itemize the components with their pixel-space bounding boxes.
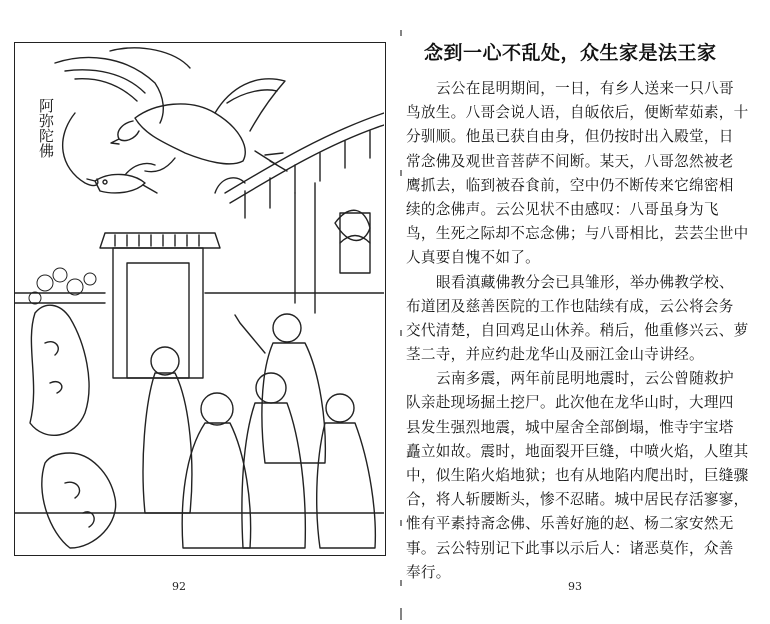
caption-text: 阿弥陀佛 [37, 98, 55, 158]
text-line: 鹰抓去，临到被吞食前，空中仍不断传来它绵密相 [406, 176, 734, 194]
text-line: 鸟，生死之际却不忘念佛；与八哥相比，芸芸尘世中 [406, 225, 749, 243]
text-line: 矗立如故。震时，地面裂开巨缝，中喷火焰，人堕其 [406, 442, 749, 460]
text-line: 眼看滇藏佛教分会已具雏形，举办佛教学校、 [436, 273, 734, 291]
text-line: 茎二寺，并应约赴龙华山及丽江金山寺讲经。 [406, 346, 704, 364]
text-line: 队亲赴现场掘土挖尸。此次他在龙华山时，大理四 [406, 394, 734, 412]
text-line: 县发生强烈地震，城中屋舍全部倒塌，惟寺宇宝塔 [406, 418, 734, 436]
monk-figure [242, 403, 305, 548]
text-line: 交代清楚，自回鸡足山休养。稍后，他重修兴云、萝 [406, 321, 749, 339]
page-number-right: 93 [568, 580, 582, 593]
chapter-title: 念到一心不乱处，众生家是法王家 [424, 42, 717, 64]
temple-gate [100, 233, 220, 248]
myna-bird [95, 174, 145, 193]
text-line: 常念佛及观世音菩萨不间断。某天，八哥忽然被老 [406, 152, 734, 170]
text-line: 合，将人斩腰断头，惨不忍睹。城中居民存活寥寥， [406, 491, 749, 509]
text-line: 奉行。 [406, 563, 451, 581]
monk-figure [143, 373, 192, 513]
garden-rock [30, 305, 89, 435]
page-number-left: 92 [172, 580, 186, 593]
text-line: 鸟放生。八哥会说人语，自皈依后，便断荤茹素，十 [406, 104, 749, 122]
eagle-head [118, 121, 139, 141]
eagle-wing-right [215, 79, 285, 131]
text-line: 续的念佛声。云公见状不由感叹：八哥虽身为飞 [406, 200, 719, 218]
text-line: 中，似生陷火焰地狱；也有从地陷内爬出时，巨缝骤 [406, 467, 749, 484]
body-text [406, 77, 760, 585]
illustration [14, 42, 386, 556]
text-line: 分驯顺。他虽已获自由身，但仍按时出入殿堂，日 [406, 128, 734, 146]
text-line: 惟有平素持斋念佛、乐善好施的赵、杨二家安然无 [406, 515, 734, 533]
text-line: 云南多震，两年前昆明地震时，云公曾随救护 [436, 370, 734, 388]
garden-rock [42, 453, 116, 548]
flower-bush-left [29, 268, 96, 304]
text-line: 人真要自愧不如了。 [406, 249, 541, 267]
text-line: 事。云公特别记下此事以示后人：诸恶莫作，众善 [406, 539, 734, 557]
text-line: 云公在昆明期间，一日，有乡人送来一只八哥 [436, 80, 734, 97]
eagle-body [135, 104, 245, 164]
temple-roof [225, 113, 384, 193]
illustration-caption [37, 98, 95, 178]
text-line: 布道团及慈善医院的工作也陆续有成，云公将会务 [406, 297, 734, 315]
